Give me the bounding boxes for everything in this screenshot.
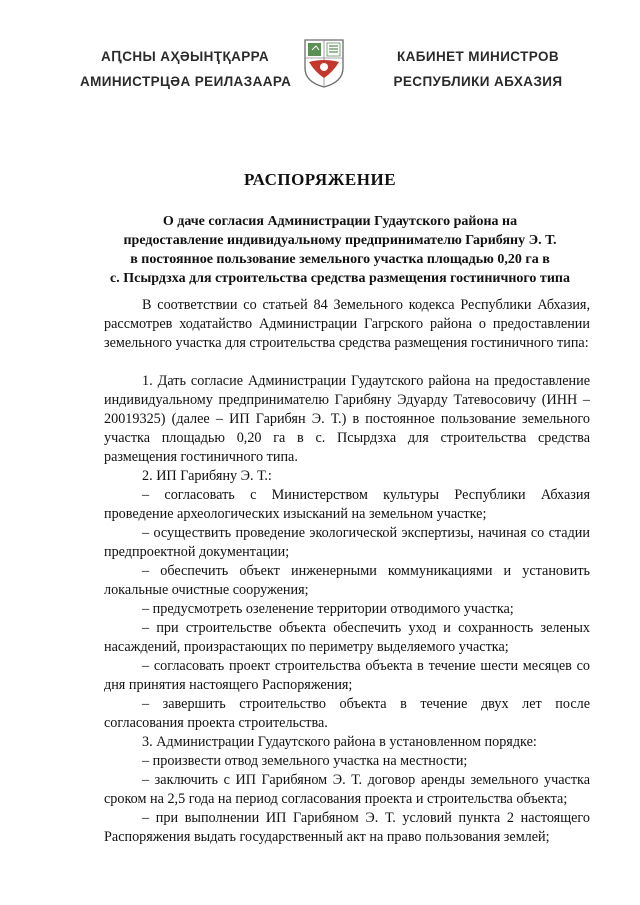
item-3-subitem: – заключить с ИП Гарибяном Э. Т. договор аренды земельного участка сроком на 2,5 года на период согласования проекта и строительства объекта;: [104, 772, 590, 807]
header-left-line2: АМИНИСТРЦӘА РЕИЛАЗААРА: [80, 74, 292, 89]
document-body: [104, 296, 590, 847]
item-2-subitem: – завершить строительство объекта в течение двух лет после согласования проекта строительства.: [104, 696, 590, 731]
subject-line: предоставление индивидуальному предпринимателю Гарибяну Э. Т.: [123, 233, 557, 248]
header-left-line1: АԤСНЫ АҲӘЫНҬҚАРРА: [100, 49, 270, 64]
item-2-subitem: – обеспечить объект инженерными коммуникациями и установить локальные очистные сооружения;: [104, 563, 590, 598]
item-2-subitem: – предусмотреть озеленение территории отводимого участка;: [142, 601, 514, 617]
header-left: [80, 44, 290, 94]
preamble-paragraph: В соответствии со статьей 84 Земельного кодекса Республики Абхазия, рассмотрев ходатайство Администрации Гагрского района о предоставлении земельного участка для строительства средства размещения гостиничного типа:: [104, 297, 590, 351]
header-right-line2: РЕСПУБЛИКИ АБХАЗИЯ: [393, 74, 563, 89]
header-right-line1: КАБИНЕТ МИНИСТРОВ: [396, 49, 560, 64]
abkhazia-coat-of-arms-icon: [303, 38, 345, 88]
item-3-subitem: – произвести отвод земельного участка на местности;: [142, 753, 468, 769]
subject-line: в постоянное пользование земельного участка площадью 0,20 га в: [130, 252, 550, 267]
item-2-subitem: – при строительстве объекта обеспечить уход и сохранность зеленых насаждений, произрастающих по периметру выделяемого участка;: [104, 620, 590, 655]
item-2-subitem: – осуществить проведение экологической экспертизы, начиная со стадии предпроектной документации;: [104, 525, 590, 560]
paragraph-gap: [104, 353, 590, 372]
subject-line: с. Псырдзха для строительства средства размещения гостиничного типа: [110, 271, 570, 286]
item-3-heading: 3. Администрации Гудаутского района в установленном порядке:: [142, 734, 537, 750]
item-3-subitem: – при выполнении ИП Гарибяном Э. Т. условий пункта 2 настоящего Распоряжения выдать государственный акт на право пользования землей;: [104, 810, 590, 845]
subject-line: О даче согласия Администрации Гудаутского района на: [162, 214, 518, 229]
document-title: РАСПОРЯЖЕНИЕ: [243, 170, 397, 189]
item-2-heading: 2. ИП Гарибяну Э. Т.:: [142, 468, 272, 484]
item-2-subitem: – согласовать с Министерством культуры Республики Абхазия проведение археологических изысканий на земельном участке;: [104, 487, 590, 522]
item-1-paragraph: 1. Дать согласие Администрации Гудаутского района на предоставление индивидуальному предпринимателю Гарибяну Эдуарду Татевосовичу (ИНН – 20019325) (далее – ИП Гарибян Э. Т.) в постоянное пользование земельного участка площадью 0,20 га в с. Псырдзха для строительства средства размещения гостиничного типа.: [104, 373, 590, 465]
document-subject: [90, 212, 590, 288]
item-2-subitem: – согласовать проект строительства объекта в течение шести месяцев со дня принятия настоящего Распоряжения;: [104, 658, 590, 693]
header-right: [378, 44, 578, 94]
